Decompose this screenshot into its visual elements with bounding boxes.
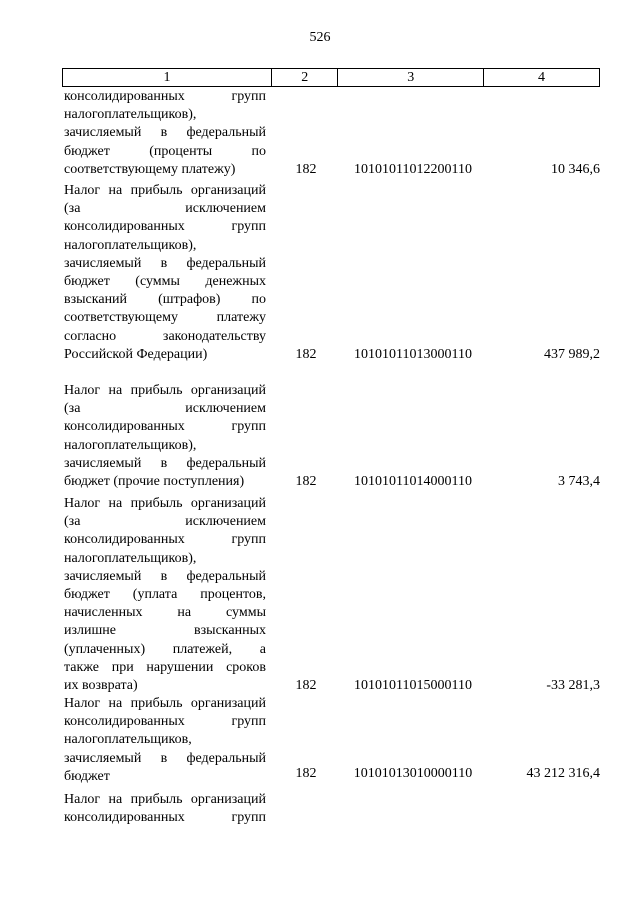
description-line: излишне взысканных	[64, 623, 266, 639]
budget-classification-code: 10101011012200110	[354, 161, 472, 177]
amount: 437 989,2	[544, 346, 600, 362]
description-line: их возврата)	[64, 677, 138, 693]
description-line: консолидированных групп	[64, 714, 266, 730]
row-description	[64, 695, 266, 786]
description-line: консолидированных групп	[64, 89, 266, 104]
description-line: также при нарушении сроков	[64, 659, 266, 675]
description-line: соответствующему платежу	[64, 310, 266, 326]
income-code: 182	[295, 346, 317, 362]
description-line: налогоплательщиков),	[64, 550, 197, 566]
page-number: 526	[309, 30, 331, 45]
amount: 10 346,6	[551, 161, 600, 177]
description-line: зачисляемый в федеральный	[64, 455, 266, 471]
description-line: зачисляемый в федеральный	[64, 568, 266, 584]
budget-classification-code: 10101011015000110	[354, 678, 472, 693]
table-header	[62, 68, 600, 87]
description-line: взысканий (штрафов) по	[64, 292, 266, 308]
description-line: Налог на прибыль организаций	[64, 792, 266, 807]
income-code: 182	[295, 766, 317, 781]
budget-classification-code: 10101011014000110	[354, 474, 472, 489]
description-line: бюджет	[64, 768, 110, 784]
row-description	[64, 791, 266, 827]
description-line: Российской Федерации)	[64, 346, 208, 362]
income-code: 182	[295, 678, 317, 693]
column-header-2: 2	[271, 69, 337, 86]
description-line: (уплаченных) платежей, а	[64, 641, 266, 657]
description-line: зачисляемый в федеральный	[64, 125, 266, 141]
description-line: Налог на прибыль организаций	[64, 496, 266, 511]
budget-classification-code: 10101013010000110	[353, 766, 473, 781]
description-line: (за исключением	[64, 201, 266, 217]
description-line: зачисляемый в федеральный	[64, 255, 266, 271]
description-line: Налог на прибыль организаций	[64, 696, 266, 711]
row-description	[64, 382, 266, 491]
description-line: налогоплательщиков,	[64, 732, 192, 748]
amount: 3 743,4	[558, 474, 600, 489]
description-line: налогоплательщиков),	[64, 437, 197, 453]
description-line: зачисляемый в федеральный	[64, 750, 266, 766]
amount: 43 212 316,4	[526, 766, 600, 781]
description-line: бюджет (прочие поступления)	[64, 473, 245, 489]
amount: -33 281,3	[546, 678, 600, 693]
description-line: консолидированных групп	[64, 810, 266, 826]
column-header-3: 3	[337, 69, 483, 86]
description-line: консолидированных групп	[64, 219, 266, 235]
row-description	[64, 182, 266, 364]
row-description	[64, 495, 266, 695]
description-line: (за исключением	[64, 401, 266, 417]
income-code: 182	[295, 161, 317, 177]
description-line: бюджет (проценты по	[64, 143, 266, 159]
column-header-1: 1	[163, 69, 171, 85]
description-line: Налог на прибыль организаций	[64, 383, 266, 398]
description-line: начисленных на суммы	[64, 605, 266, 621]
description-line: налогоплательщиков),	[64, 237, 197, 253]
budget-classification-code: 10101011013000110	[354, 346, 472, 362]
row-description	[64, 88, 266, 179]
description-line: консолидированных групп	[64, 532, 266, 548]
description-line: Налог на прибыль организаций	[64, 183, 266, 198]
description-line: консолидированных групп	[64, 419, 266, 435]
income-code: 182	[295, 474, 317, 489]
description-line: бюджет (суммы денежных	[64, 273, 266, 289]
description-line: бюджет (уплата процентов,	[64, 586, 266, 602]
description-line: (за исключением	[64, 514, 266, 530]
column-header-4: 4	[483, 69, 599, 86]
description-line: налогоплательщиков),	[64, 107, 197, 123]
description-line: согласно законодательству	[64, 328, 266, 344]
description-line: соответствующему платежу)	[64, 161, 236, 177]
